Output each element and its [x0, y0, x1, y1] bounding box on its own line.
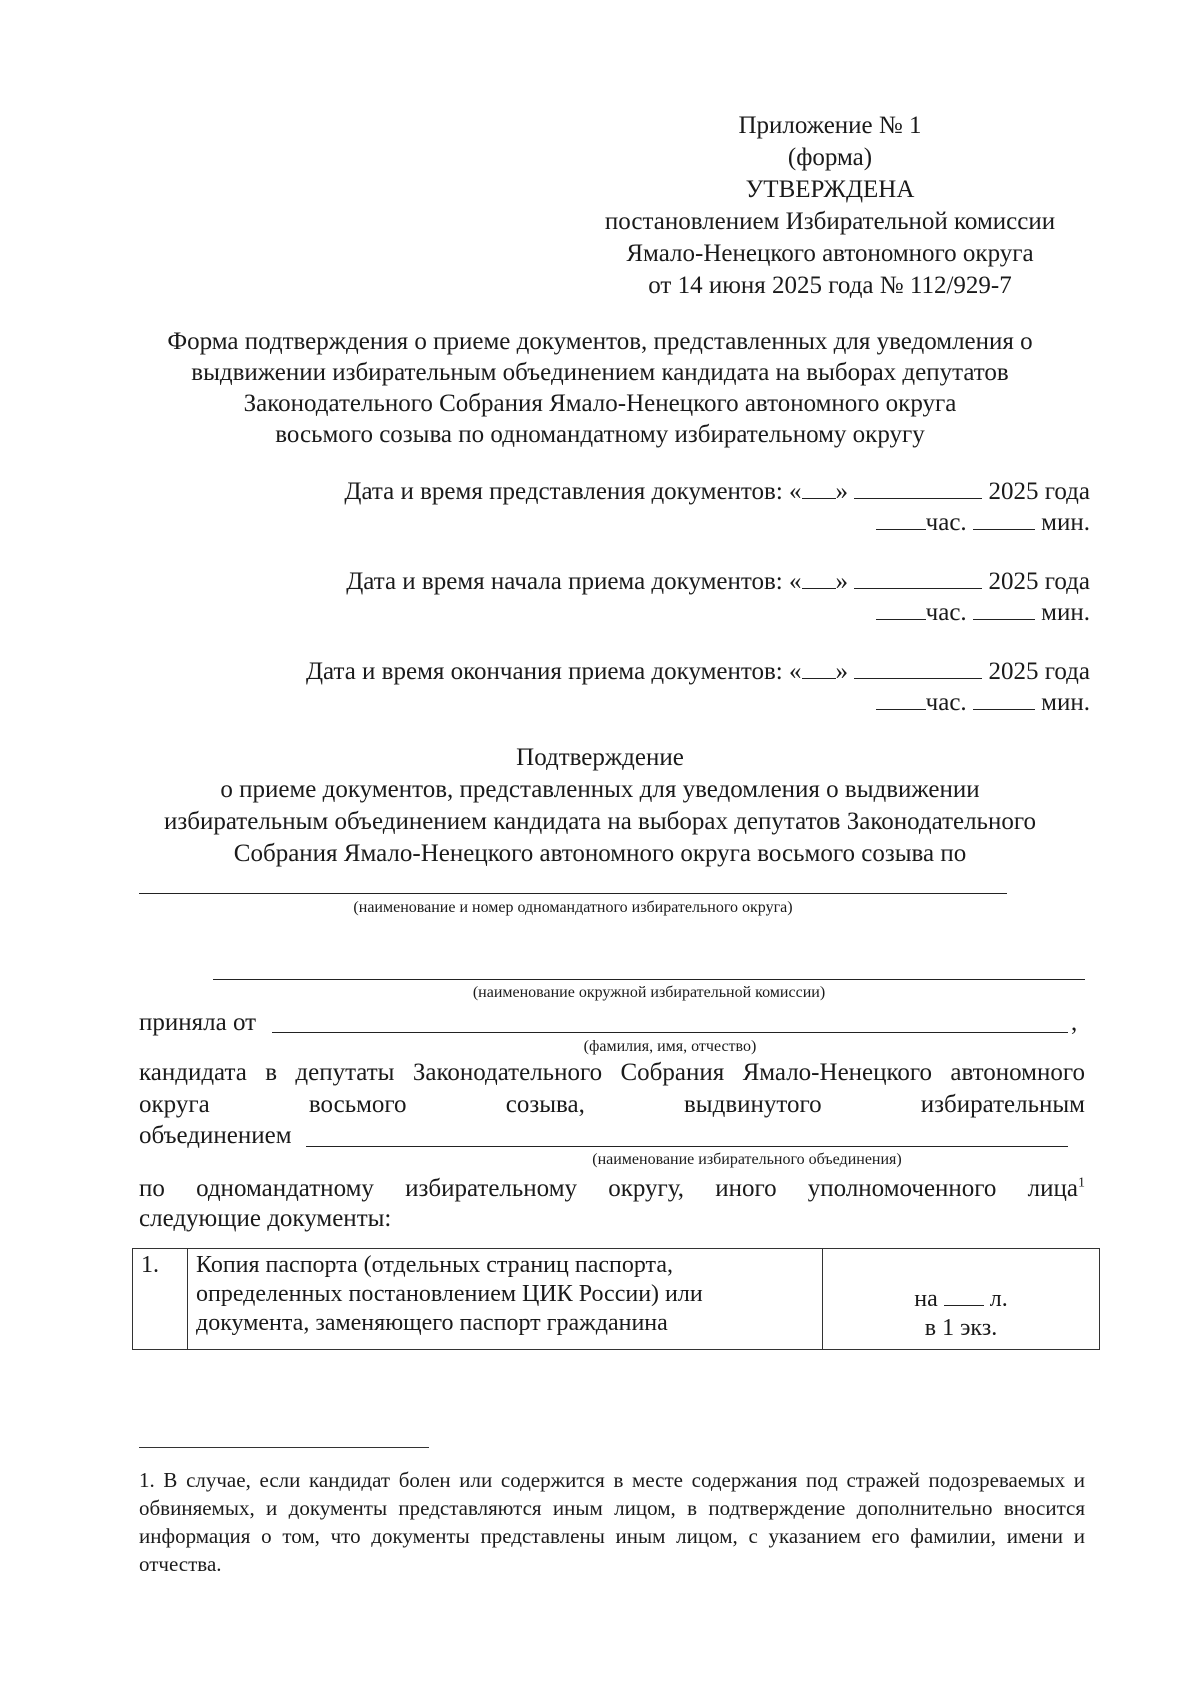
following-docs-label: следующие документы:: [139, 1205, 392, 1232]
minutes-field[interactable]: [973, 509, 1035, 530]
minutes-label: мин.: [1041, 509, 1090, 536]
word: округу,: [608, 1175, 685, 1202]
hours-label: час.: [925, 689, 967, 716]
quote-close: »: [835, 658, 849, 685]
word: округа: [139, 1091, 210, 1118]
word: иного: [715, 1175, 777, 1202]
accepted-from-label: приняла от: [139, 1009, 257, 1036]
month-field[interactable]: [854, 478, 982, 499]
association-label: объединением: [139, 1122, 292, 1149]
quote-open: «: [789, 568, 802, 595]
footnote-ref[interactable]: 1: [1077, 1175, 1085, 1191]
district-field[interactable]: [139, 893, 1007, 894]
datetime-label: Дата и время окончания приема документов:: [305, 658, 783, 685]
candidate-line: кандидата в депутаты Законодательного Собрания Ямало-Ненецкого автономного: [139, 1059, 1085, 1086]
datetime-label: Дата и время начала приема документов:: [346, 568, 783, 595]
confirmation-heading: [120, 742, 1080, 870]
minutes-field[interactable]: [973, 599, 1035, 620]
pages-count-field[interactable]: [944, 1285, 984, 1306]
minutes-field[interactable]: [973, 689, 1035, 710]
association-field[interactable]: [306, 1146, 1068, 1147]
day-field[interactable]: [802, 658, 836, 679]
footnote-separator: [139, 1447, 429, 1448]
hours-field[interactable]: [876, 509, 926, 530]
pages-prefix: на: [914, 1286, 938, 1312]
table-row: [133, 1249, 1100, 1350]
form-title-line: выдвижении избирательным объединением кандидата на выборах депутатов: [191, 359, 1009, 386]
approved-by: постановлением Избирательной комиссии: [604, 208, 1056, 235]
month-field[interactable]: [854, 658, 982, 679]
end-datetime: [190, 656, 1090, 718]
word-with-footnote: [1028, 1174, 1085, 1204]
start-datetime: [190, 566, 1090, 628]
quote-open: «: [789, 478, 802, 505]
submission-datetime: [190, 476, 1090, 538]
commission-caption: (наименование окружной избирательной комиссии): [472, 984, 826, 1001]
copies-label: в 1 экз.: [924, 1315, 998, 1341]
approval-header: [560, 110, 1100, 302]
hours-label: час.: [925, 599, 967, 626]
word: избирательным: [920, 1091, 1085, 1118]
row-description: [188, 1249, 823, 1350]
minutes-label: мин.: [1041, 689, 1090, 716]
confirmation-line: о приеме документов, представленных для уведомления о выдвижении: [220, 776, 980, 803]
hours-field[interactable]: [876, 599, 926, 620]
row-number: 1.: [133, 1249, 188, 1350]
word: созыва,: [505, 1091, 585, 1118]
appendix-number: Приложение № 1: [738, 112, 922, 139]
pages-suffix: л.: [989, 1286, 1008, 1312]
day-field[interactable]: [802, 478, 836, 499]
word: одномандатному: [196, 1175, 374, 1202]
commission-field[interactable]: [213, 979, 1085, 980]
datetime-label: Дата и время представления документов:: [344, 478, 783, 505]
documents-table: [132, 1248, 1100, 1350]
word: уполномоченного: [807, 1175, 997, 1202]
quote-open: «: [789, 658, 802, 685]
word: выдвинутого: [684, 1091, 822, 1118]
word: лица: [1027, 1175, 1078, 1202]
hours-label: час.: [925, 509, 967, 536]
form-title-line: восьмого созыва по одномандатному избирательному округу: [275, 421, 925, 448]
description-line: определенных постановлением ЦИК России) или: [196, 1281, 703, 1307]
confirmation-line: Собрания Ямало-Ненецкого автономного округа восьмого созыва по: [233, 840, 967, 867]
footnote: 1. В случае, если кандидат болен или содержится в месте содержания под стражей подозреваемых и обвиняемых, и документы представляются иным лицом, в подтверждение дополнительно вносится информация о том, что документы представлены иным лицом, с указанием его фамилии, имени и отчества.: [139, 1468, 1085, 1576]
word: избирательному: [405, 1175, 578, 1202]
form-title-line: Форма подтверждения о приеме документов, представленных для уведомления о: [167, 328, 1033, 355]
word: восьмого: [308, 1091, 407, 1118]
approval-date: от 14 июня 2025 года № 112/929-7: [648, 272, 1012, 299]
month-field[interactable]: [854, 568, 982, 589]
word: по: [139, 1175, 165, 1202]
pages-line: [829, 1285, 1093, 1314]
fio-field[interactable]: [272, 1032, 1068, 1033]
confirmation-line: избирательным объединением кандидата на выборах депутатов Законодательного: [164, 808, 1036, 835]
form-title-line: Законодательного Собрания Ямало-Ненецкого автономного округа: [243, 390, 957, 417]
quote-close: »: [835, 478, 849, 505]
day-field[interactable]: [802, 568, 836, 589]
row-pages: [823, 1249, 1100, 1350]
association-caption: (наименование избирательного объединения): [592, 1151, 902, 1168]
description-line: документа, заменяющего паспорт гражданина: [196, 1310, 668, 1336]
fio-caption: (фамилия, имя, отчество): [583, 1038, 757, 1055]
quote-close: »: [835, 568, 849, 595]
year-label: 2025 года: [988, 658, 1090, 685]
district-words-line: [139, 1174, 1085, 1204]
description-line: Копия паспорта (отдельных страниц паспорта,: [196, 1252, 673, 1278]
form-title: [120, 326, 1080, 450]
year-label: 2025 года: [988, 478, 1090, 505]
year-label: 2025 года: [988, 568, 1090, 595]
hours-field[interactable]: [876, 689, 926, 710]
confirmation-title: Подтверждение: [516, 744, 684, 771]
approved-label: УТВЕРЖДЕНА: [745, 176, 915, 203]
candidate-line-2: [139, 1090, 1085, 1120]
district-caption: (наименование и номер одномандатного избирательного округа): [353, 899, 793, 916]
minutes-label: мин.: [1041, 599, 1090, 626]
comma: ,: [1071, 1009, 1078, 1036]
approved-by-region: Ямало-Ненецкого автономного округа: [626, 240, 1034, 267]
form-label: (форма): [787, 144, 873, 171]
